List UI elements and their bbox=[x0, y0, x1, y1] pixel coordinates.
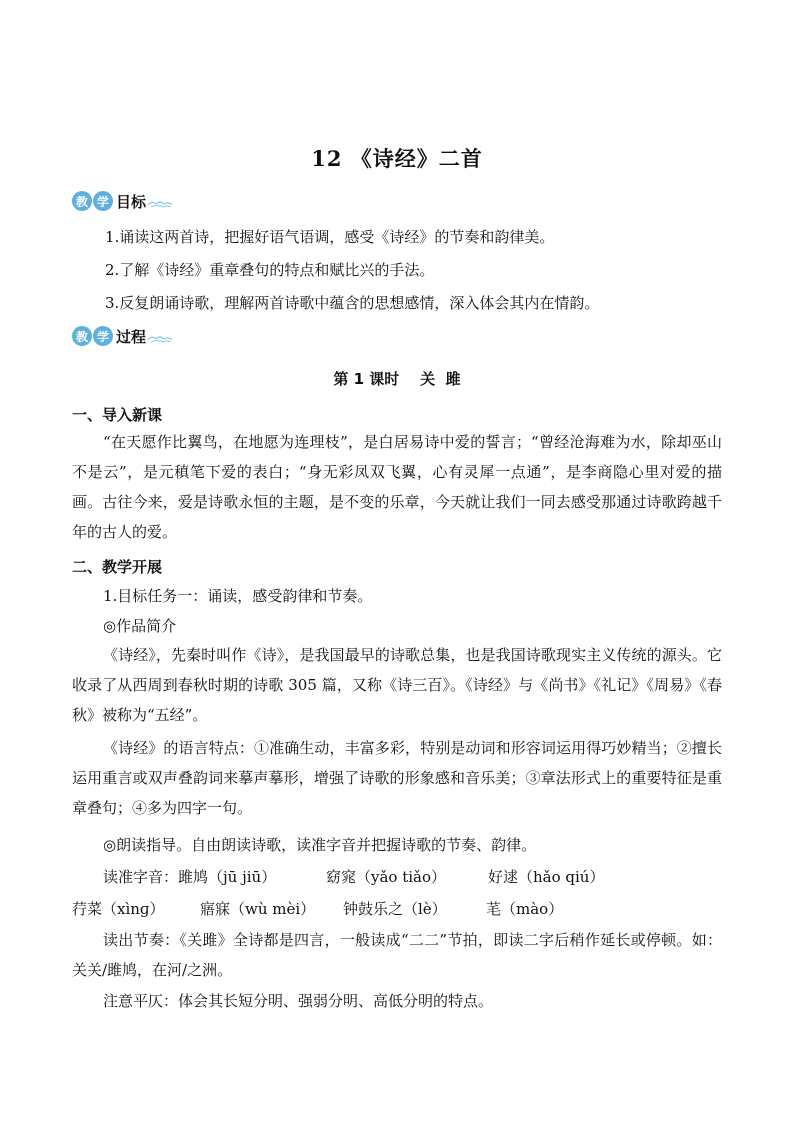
objective-item: 3.反复朗诵诗歌，理解两首诗歌中蕴含的思想感情，深入体会其内在情韵。 bbox=[105, 294, 600, 312]
pron-item: 雎鸠（jū jiū） bbox=[178, 868, 277, 886]
objective-item: 2.了解《诗经》重章叠句的特点和赋比兴的手法。 bbox=[105, 261, 435, 279]
pron-item: 寤寐（wù mèi） bbox=[200, 900, 316, 918]
badge-char: 学 bbox=[93, 326, 113, 346]
objectives-header bbox=[72, 186, 173, 216]
subsection-label: ◎作品简介 bbox=[103, 617, 177, 635]
rhythm-paragraph: 读出节奏：《关雎》全诗都是四言，一般读成“二二”节拍，即读二字后稍作延长或停顿。如：关关/雎鸠，在河/之洲。 bbox=[72, 931, 722, 979]
cloud-icon bbox=[147, 334, 173, 344]
work-intro-paragraph: 《诗经》，先秦时叫作《诗》，是我国最早的诗歌总集，也是我国诗歌现实主义传统的源头。它收录了从西周到春秋时期的诗歌 305 篇，又称《诗三百》。《诗经》与《尚书》《礼记》《周易》《春秋》被称为“五经”。 bbox=[72, 646, 722, 724]
intro-paragraph: “在天愿作比翼鸟，在地愿为连理枝”，是白居易诗中爱的誓言；“曾经沧海难为水，除却巫山不是云”，是元稹笔下爱的表白；“身无彩凤双飞翼，心有灵犀一点通”，是李商隐心里对爱的描画。古往今来，爱是诗歌永恒的主题，是不变的乐章，今天就让我们一同去感受那通过诗歌跨越千年的古人的爱。 bbox=[72, 433, 722, 541]
tone-paragraph: 注意平仄：体会其长短分明、强弱分明、高低分明的特点。 bbox=[103, 992, 494, 1010]
objective-item: 1.诵读这两首诗，把握好语气语调，感受《诗经》的节奏和韵律美。 bbox=[105, 228, 555, 246]
badge-char: 学 bbox=[93, 191, 113, 211]
pron-item: 好逑（hǎo qiú） bbox=[488, 868, 605, 886]
pron-item: 钟鼓乐之（lè） bbox=[343, 900, 447, 918]
reading-guide: ◎朗读指导。自由朗读诗歌，读准字音并把握诗歌的节奏、韵律。 bbox=[103, 836, 537, 854]
process-header bbox=[72, 321, 173, 351]
pron-item: 窈窕（yǎo tiǎo） bbox=[326, 868, 447, 886]
pron-item: 荇菜（xìnɡ） bbox=[72, 900, 165, 918]
badge-char: 教 bbox=[72, 326, 92, 346]
document-title: 12 《诗经》二首 bbox=[311, 146, 483, 171]
objectives-label: 目标 bbox=[116, 192, 147, 211]
lesson-title: 第 1 课时 关 雎 bbox=[333, 370, 461, 388]
process-label: 过程 bbox=[116, 327, 147, 346]
section-heading: 一、导入新课 bbox=[72, 406, 163, 424]
features-paragraph: 《诗经》的语言特点：①准确生动，丰富多彩，特别是动词和形容词运用得巧妙精当；②擅长运用重言或双声叠韵词来摹声摹形，增强了诗歌的形象感和音乐美；③章法形式上的重要特征是重章叠句；④多为四字一句。 bbox=[72, 739, 722, 817]
pron-label: 读准字音： bbox=[103, 868, 179, 886]
pron-item: 芼（mào） bbox=[486, 900, 564, 918]
section-heading: 二、教学开展 bbox=[72, 558, 163, 576]
badge-char: 教 bbox=[72, 191, 92, 211]
task-item: 1.目标任务一：诵读，感受韵律和节奏。 bbox=[103, 587, 373, 605]
cloud-icon bbox=[147, 199, 173, 209]
